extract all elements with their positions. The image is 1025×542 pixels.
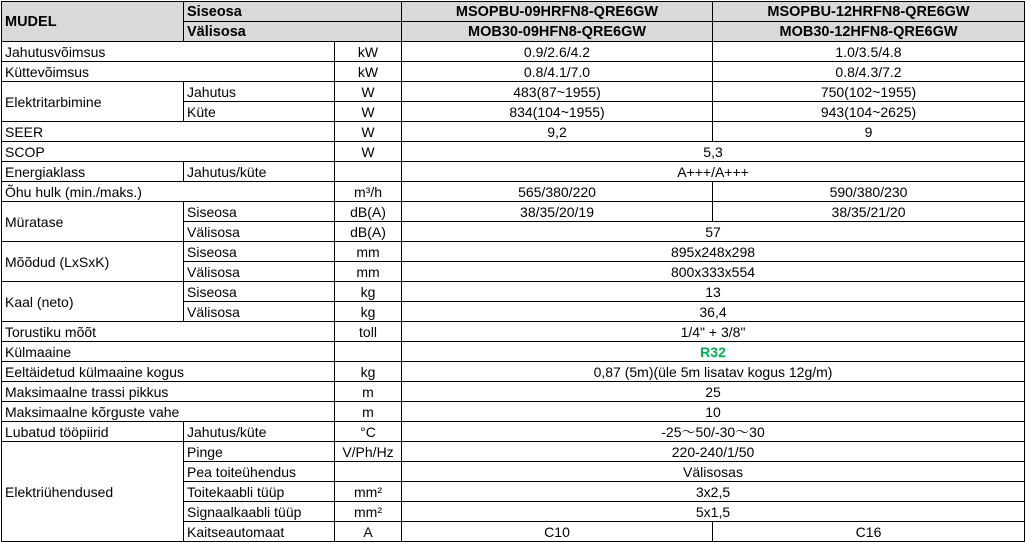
unit-cell: mm: [335, 242, 402, 262]
table-row: [2, 422, 1025, 442]
sub-parameter-label: Toitekaabli tüüp: [184, 482, 335, 502]
parameter-label: Külmaaine: [2, 342, 335, 362]
unit-cell: [335, 462, 402, 482]
value-cell-shared: -25～50/-30～30: [402, 422, 1025, 442]
unit-cell: V/Ph/Hz: [335, 442, 402, 462]
value-cell-model-1: C10: [402, 522, 713, 542]
value-cell-model-2: 9: [713, 122, 1025, 142]
value-cell-shared: Välisosas: [402, 462, 1025, 482]
value-cell-shared: 800x333x554: [402, 262, 1025, 282]
sub-parameter-label: Siseosa: [184, 282, 335, 302]
value-cell-model-1: 483(87~1955): [402, 82, 713, 102]
sub-parameter-label: Pea toiteühendus: [184, 462, 335, 482]
unit-cell: kW: [335, 42, 402, 62]
table-row: [2, 202, 1025, 222]
sub-parameter-label: Jahutus/küte: [184, 422, 335, 442]
unit-cell: m³/h: [335, 182, 402, 202]
value-cell-shared: A+++/A+++: [402, 162, 1025, 182]
unit-cell: dB(A): [335, 222, 402, 242]
value-cell-model-2: 38/35/21/20: [713, 202, 1025, 222]
unit-cell: kW: [335, 62, 402, 82]
value-cell-shared: 13: [402, 282, 1025, 302]
table-row: [2, 42, 1025, 62]
table-row: [2, 382, 1025, 402]
value-cell-model-1: 565/380/220: [402, 182, 713, 202]
parameter-label: Jahutusvõimsus: [2, 42, 335, 62]
value-cell-shared: 220-240/1/50: [402, 442, 1025, 462]
sub-parameter-label: Kaitseautomaat: [184, 522, 335, 542]
sub-parameter-label: Siseosa: [184, 202, 335, 222]
spec-table: [1, 1, 1025, 542]
value-cell-model-1: 9,2: [402, 122, 713, 142]
table-row: [2, 82, 1025, 102]
value-cell-shared: 0,87 (5m)(üle 5m lisatav kogus 12g/m): [402, 362, 1025, 382]
table-row: [2, 362, 1025, 382]
sub-parameter-label: Siseosa: [184, 242, 335, 262]
unit-cell: mm²: [335, 482, 402, 502]
model-2-indoor-name: MSOPBU-12HRFN8-QRE6GW: [713, 2, 1025, 22]
value-cell-model-2: C16: [713, 522, 1025, 542]
unit-cell: m: [335, 382, 402, 402]
unit-cell: W: [335, 122, 402, 142]
value-cell-shared: 5x1,5: [402, 502, 1025, 522]
table-row: [2, 282, 1025, 302]
table-row: [2, 322, 1025, 342]
value-cell-model-2: 750(102~1955): [713, 82, 1025, 102]
model-header-cell: MUDEL: [2, 2, 184, 42]
sub-parameter-label: Pinge: [184, 442, 335, 462]
value-cell-model-1: 0.9/2.6/4.2: [402, 42, 713, 62]
parameter-label: Maksimaalne kõrguste vahe: [2, 402, 335, 422]
unit-cell: W: [335, 142, 402, 162]
model-1-indoor-name: MSOPBU-09HRFN8-QRE6GW: [402, 2, 713, 22]
unit-cell: mm²: [335, 502, 402, 522]
table-row: [2, 62, 1025, 82]
parameter-label: Kaal (neto): [2, 282, 184, 322]
parameter-label: Torustiku mõõt: [2, 322, 335, 342]
value-cell-shared: 10: [402, 402, 1025, 422]
parameter-label: Elektriühendused: [2, 442, 184, 542]
unit-cell: toll: [335, 322, 402, 342]
sub-parameter-label: Signaalkaabli tüüp: [184, 502, 335, 522]
unit-cell: W: [335, 82, 402, 102]
value-cell-shared: 1/4" + 3/8": [402, 322, 1025, 342]
value-cell-shared: 3x2,5: [402, 482, 1025, 502]
unit-cell: °C: [335, 422, 402, 442]
parameter-label: Lubatud tööpiirid: [2, 422, 184, 442]
sub-parameter-label: Välisosa: [184, 262, 335, 282]
value-cell-shared: 25: [402, 382, 1025, 402]
value-cell-model-2: 0.8/4.3/7.2: [713, 62, 1025, 82]
parameter-label: Müratase: [2, 202, 184, 242]
table-row: [2, 442, 1025, 462]
unit-cell: m: [335, 402, 402, 422]
parameter-label: SEER: [2, 122, 335, 142]
parameter-label: Eeltäidetud külmaaine kogus: [2, 362, 335, 382]
model-2-outdoor-name: MOB30-12HFN8-QRE6GW: [713, 22, 1025, 42]
unit-cell: A: [335, 522, 402, 542]
outdoor-unit-label: Välisosa: [184, 22, 402, 42]
unit-cell: kg: [335, 282, 402, 302]
unit-cell: kg: [335, 362, 402, 382]
parameter-label: Õhu hulk (min./maks.): [2, 182, 335, 202]
unit-cell: [335, 342, 402, 362]
value-cell-model-1: 38/35/20/19: [402, 202, 713, 222]
table-row: [2, 122, 1025, 142]
value-cell-model-1: 0.8/4.1/7.0: [402, 62, 713, 82]
table-row: [2, 142, 1025, 162]
parameter-label: Mõõdud (LxSxK): [2, 242, 184, 282]
table-row: [2, 242, 1025, 262]
parameter-label: Elektritarbimine: [2, 82, 184, 122]
parameter-label: Energiaklass: [2, 162, 184, 182]
value-cell-shared: 57: [402, 222, 1025, 242]
value-cell-model-1: 834(104~1955): [402, 102, 713, 122]
table-row: [2, 162, 1025, 182]
parameter-label: Maksimaalne trassi pikkus: [2, 382, 335, 402]
unit-cell: mm: [335, 262, 402, 282]
table-row: [2, 342, 1025, 362]
unit-cell: dB(A): [335, 202, 402, 222]
parameter-label: SCOP: [2, 142, 335, 162]
value-cell-model-2: 943(104~2625): [713, 102, 1025, 122]
refrigerant-value: R32: [402, 342, 1025, 362]
unit-cell: kg: [335, 302, 402, 322]
header-row-indoor: [2, 2, 1025, 22]
table-row: [2, 182, 1025, 202]
model-1-outdoor-name: MOB30-09HFN8-QRE6GW: [402, 22, 713, 42]
value-cell-shared: 36,4: [402, 302, 1025, 322]
indoor-unit-label: Siseosa: [184, 2, 402, 22]
unit-cell: [335, 162, 402, 182]
sub-parameter-label: Jahutus/küte: [184, 162, 335, 182]
value-cell-shared: 895x248x298: [402, 242, 1025, 262]
sub-parameter-label: Küte: [184, 102, 335, 122]
value-cell-shared: 5,3: [402, 142, 1025, 162]
value-cell-model-2: 590/380/230: [713, 182, 1025, 202]
value-cell-model-2: 1.0/3.5/4.8: [713, 42, 1025, 62]
table-row: [2, 402, 1025, 422]
unit-cell: W: [335, 102, 402, 122]
sub-parameter-label: Välisosa: [184, 222, 335, 242]
sub-parameter-label: Välisosa: [184, 302, 335, 322]
parameter-label: Küttevõimsus: [2, 62, 335, 82]
sub-parameter-label: Jahutus: [184, 82, 335, 102]
